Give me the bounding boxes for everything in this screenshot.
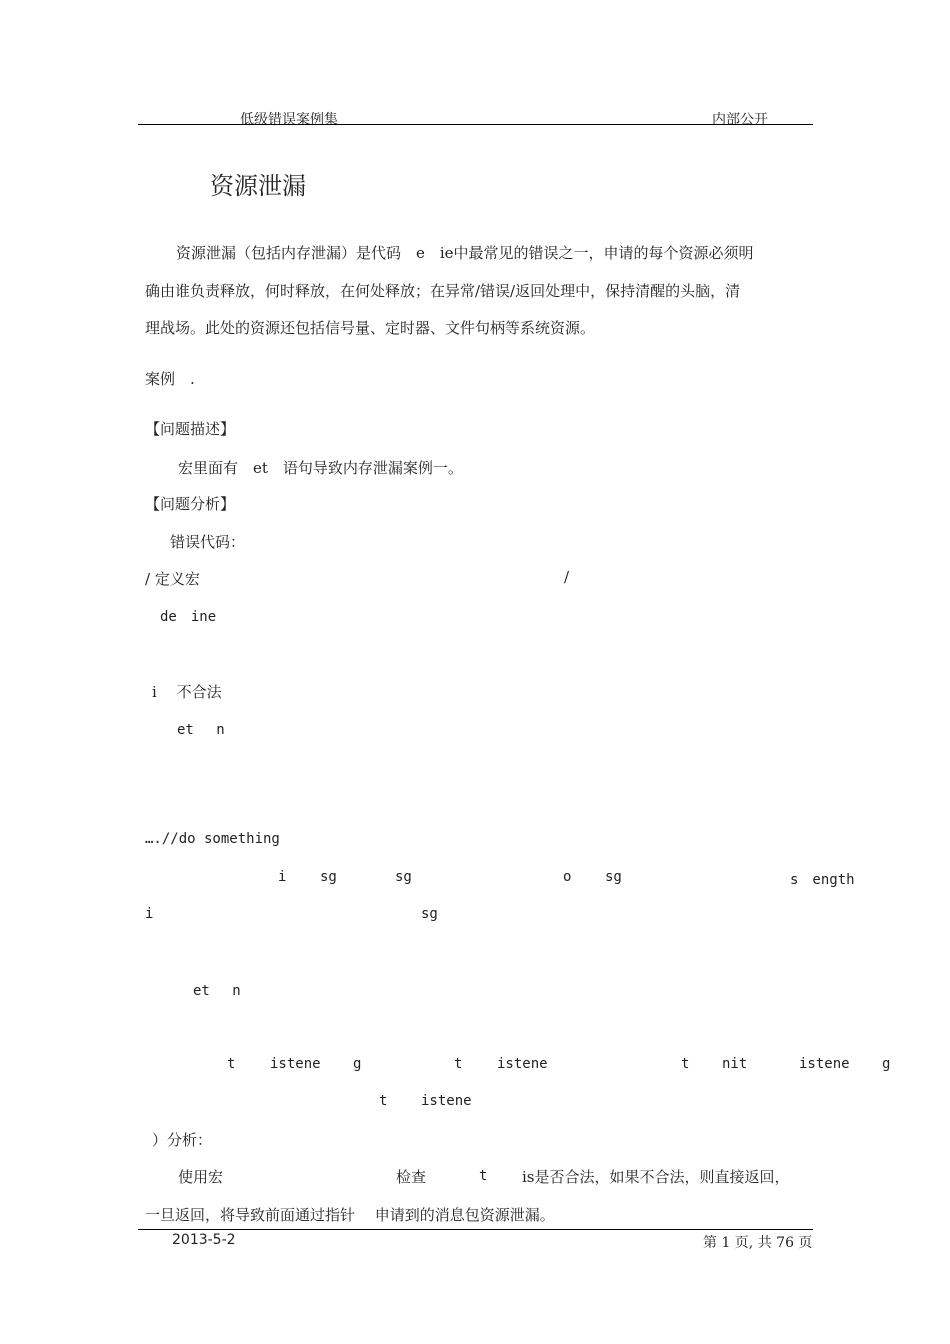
code-token: t [379,1093,388,1109]
code-if-illegal-line: i 不合法 [152,683,222,701]
header-title: 低级错误案例集 [240,112,338,128]
code-token: sg [320,869,337,885]
code-token: nit [722,1056,748,1072]
code-token: t [227,1056,236,1072]
case-label: 案例 . [145,370,195,388]
code-token: t [454,1056,463,1072]
analysis-text: t [479,1168,488,1184]
code-token: g [353,1056,362,1072]
code-token: istene [497,1056,548,1072]
section-title: 资源泄漏 [210,172,306,200]
intro-line-2: 确由谁负责释放，何时释放，在何处释放；在异常/错误/返回处理中，保持清醒的头脑，清 [145,282,741,300]
code-token: i [145,906,154,922]
code-token: istene [270,1056,321,1072]
footer-date: 2013-5-2 [172,1232,236,1248]
code-token: t [681,1056,690,1072]
analysis-label: ）分析： [152,1131,213,1149]
code-token: i [278,869,287,885]
footer-rule [138,1229,813,1230]
problem-description-heading: 【问题描述】 [145,420,236,438]
analysis-text: is是否合法，如果不合法，则直接返回， [522,1168,790,1186]
code-token: istene [421,1093,472,1109]
header-classification: 内部公开 [712,112,768,128]
problem-analysis-heading: 【问题分析】 [145,495,236,513]
code-do-something-line: ….//do something [145,831,280,847]
analysis-text: 使用宏 [178,1168,224,1186]
code-comment-close: / [564,568,570,586]
intro-line-1: 资源泄漏（包括内存泄漏）是代码 e ie中最常见的错误之一，申请的每个资源必须明 [176,244,754,262]
code-token: sg [605,869,622,885]
problem-description-text: 宏里面有 et 语句导致内存泄漏案例一。 [178,459,463,477]
code-token: g [882,1056,891,1072]
code-token: sg [421,906,438,922]
code-define-line: de ine [160,609,217,625]
header-rule [138,124,813,125]
analysis-text: 检查 [396,1168,427,1186]
code-token: s ength [790,872,855,888]
footer-page-info: 第 1 页, 共 76 页 [703,1235,813,1251]
code-comment-open: / 定义宏 [145,570,200,588]
code-return-line-2: et n [193,983,241,999]
code-token: istene [799,1056,850,1072]
analysis-text: 一旦返回，将导致前面通过指针 申请到的消息包资源泄漏。 [145,1206,555,1224]
code-token: o [563,869,572,885]
code-token: sg [395,869,412,885]
code-return-line-1: et n [177,722,225,738]
error-code-label: 错误代码： [170,533,246,551]
intro-line-3: 理战场。此处的资源还包括信号量、定时器、文件句柄等系统资源。 [145,319,596,337]
